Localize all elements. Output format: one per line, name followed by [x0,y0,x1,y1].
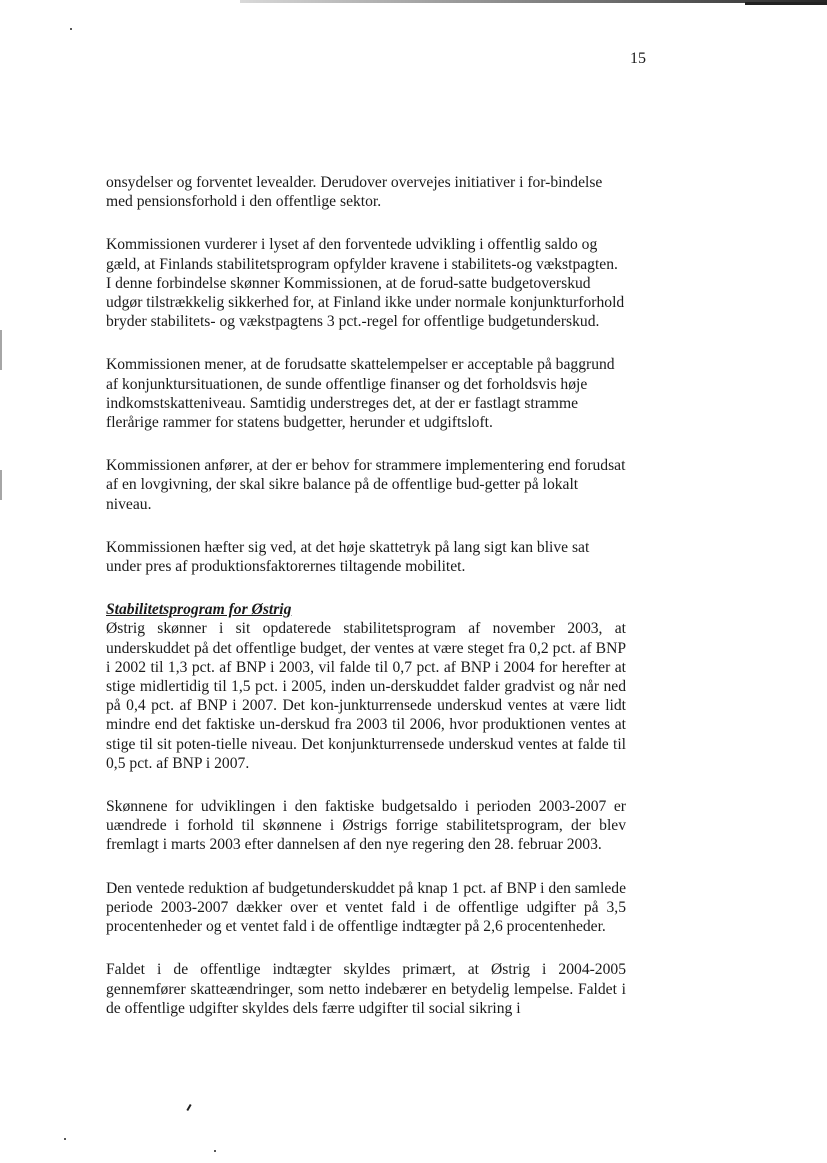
paragraph: Østrig skønner i sit opdaterede stabilitetsprogram af november 2003, at underskuddet på det offentlige budget, der ventes at være steget fra 0,2 pct. af BNP i 2002 til 1,3 pct. af BNP i 2003, vil falde til 0,7 pct. af BNP i 2004 for herefter at stige midlertidig til 1,5 pct. i 2005, inden un-derskuddet falder gradvist og når ned på 0,4 pct. af BNP i 2007. Det kon-junkturrensede underskud ventes at være lidt mindre end det faktiske un-derskud fra 2003 til 2006, hvor produktionen ventes at stige til sit poten-tielle niveau. Det konjunkturrensede underskud ventes at falde til 0,5 pct. af BNP i 2007. [106,620,626,772]
paragraph: Faldet i de offentlige indtægter skyldes primært, at Østrig i 2004-2005 gennemfører skatteændringer, som netto indebærer en betydelig lempelse. Faldet i de offentlige udgifter skyldes dels færre udgifter til social sikring i [106,961,626,1017]
scan-speck [214,1150,216,1152]
scan-left-edge-mark [0,470,2,500]
paragraph: Kommissionen anfører, at der er behov for strammere implementering end forudsat af en lovgivning, der skal sikre balance på de offentlige bud-getter på lokalt niveau. [106,457,626,513]
scan-left-edge-mark [0,330,2,370]
paragraph: Den ventede reduktion af budgetunderskuddet på knap 1 pct. af BNP i den samlede periode 2003-2007 dækker over et ventet fald i de offentlige udgifter på 3,5 procentenheder og et ventet fald i de offentlige indtægter på 2,6 procentenheder. [106,879,626,936]
scan-top-edge [240,0,827,3]
paragraph: Kommissionen vurderer i lyset af den forventede udvikling i offentlig saldo og gæld, at Finlands stabilitetsprogram opfylder kravene i stabilitets-og vækstpagten. I denne forbindelse skønner Kommissionen, at de forud-satte budgetoverskud udgør tilstrækkelig sikkerhed for, at Finland ikke under normale konjunkturforhold bryder stabilitets- og vækstpagtens 3 pct.-regel for offentlige budgetunderskud. [106,236,625,331]
scan-speck [70,28,72,30]
paragraph: onsydelser og forventet levealder. Derudover overvejes initiativer i for-bindelse med pensionsforhold i den offentlige sektor. [106,174,603,211]
page-number: 15 [630,50,646,67]
stray-pen-mark [186,1104,191,1111]
paragraph: Kommissionen hæfter sig ved, at det høje skattetryk på lang sigt kan blive sat under pres af produktionsfaktorernes tiltagende mobilitet. [106,538,590,576]
scan-top-right-edge [745,2,827,5]
section-austria [106,600,626,1018]
scan-speck [64,1138,66,1140]
document-body [106,173,626,1042]
paragraph: Kommissionen mener, at de forudsatte skattelempelser er acceptable på baggrund af konjunktursituationen, de sunde offentlige finanser og det forholdsvis høje indkomstskatteniveau. Samtidig understreges det, at der er fastlagt stramme flerårige rammer for statens budgetter, herunder et udgiftsloft. [106,356,615,432]
section-heading: Stabilitetsprogram for Østrig [106,601,292,619]
paragraph: Skønnene for udviklingen i den faktiske budgetsaldo i perioden 2003-2007 er uændrede i forhold til skønnene i Østrigs forrige stabilitetsprogram, der blev fremlagt i marts 2003 efter dannelsen af den nye regering den 28. februar 2003. [106,798,626,854]
